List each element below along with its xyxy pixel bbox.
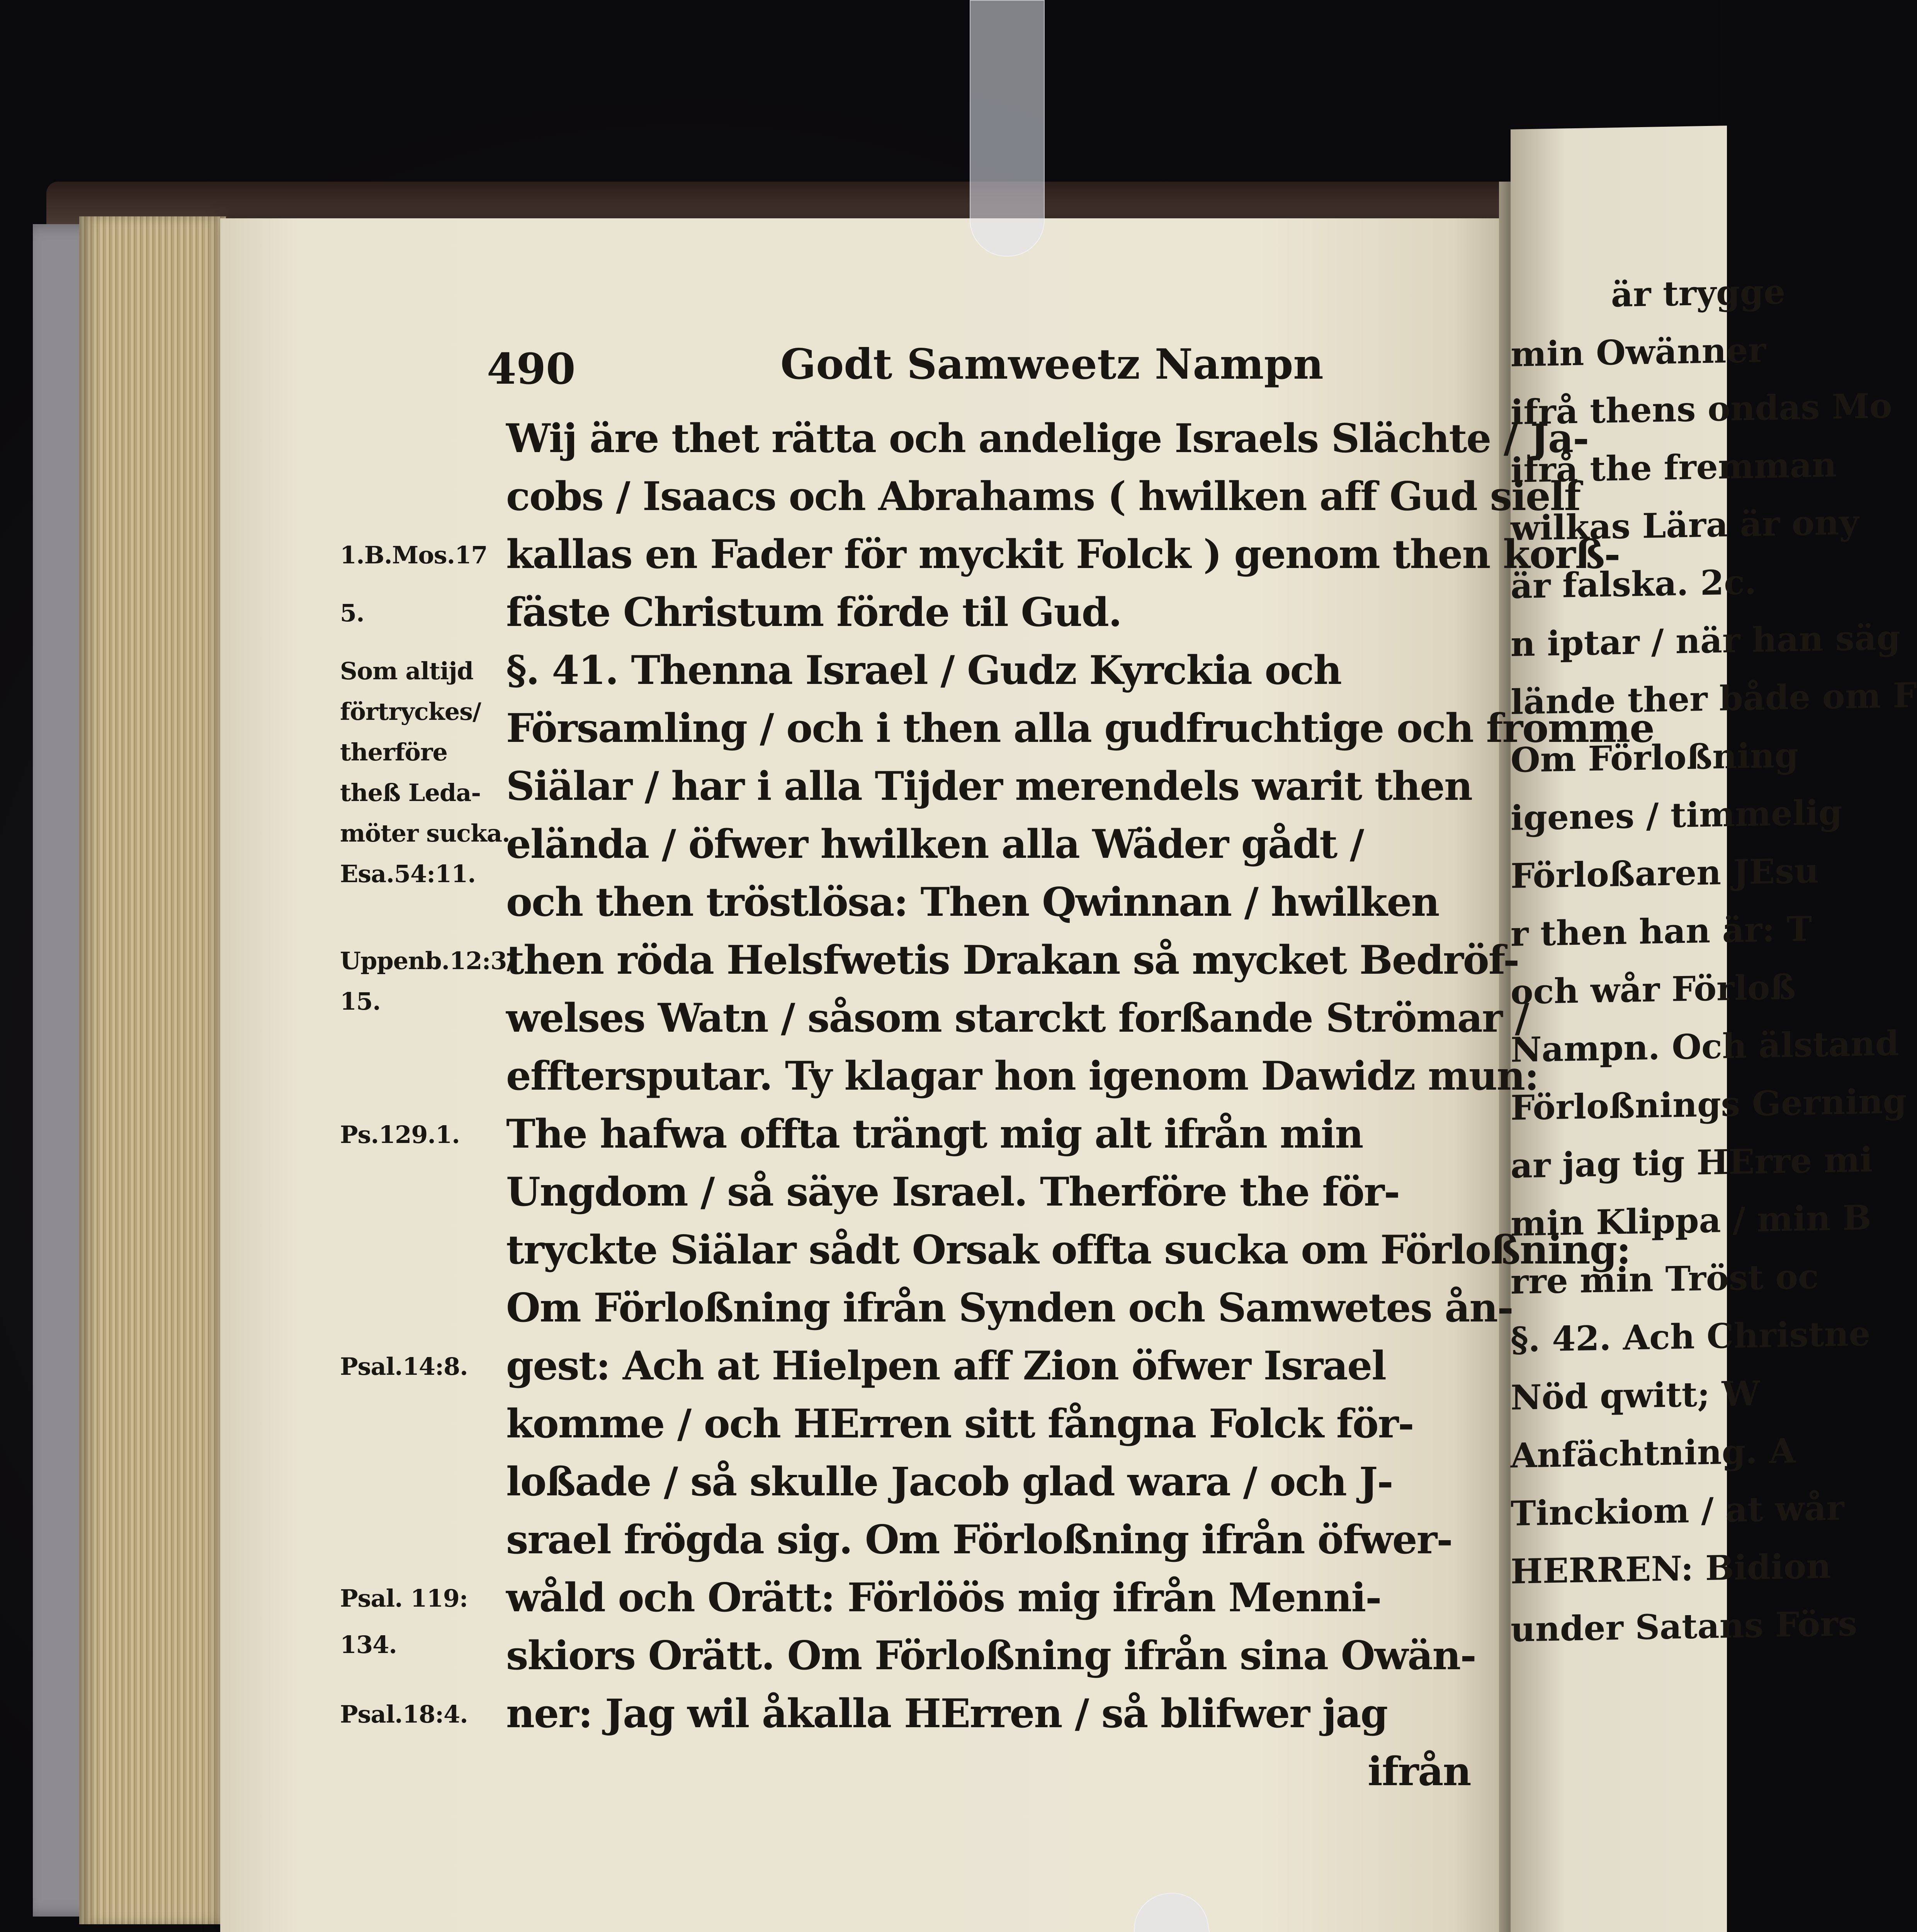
margin-note: Psal. 119:: [340, 1584, 468, 1612]
facing-text-line: ar jag tig HErre mi: [1511, 1139, 1873, 1186]
text-line: och then tröstlösa: Then Qwinnan / hwilken: [506, 879, 1439, 925]
facing-text-line: under Satans Förs: [1511, 1603, 1858, 1650]
facing-text-line: min Klippa / min B: [1511, 1197, 1871, 1244]
facing-text-line: igenes / timmelig: [1511, 792, 1842, 838]
text-line: efftersputar. Ty klagar hon igenom Dawidz mun:: [506, 1053, 1538, 1099]
margin-note: Ps.129.1.: [340, 1121, 460, 1149]
margin-note: Uppenb.12:3/: [340, 947, 515, 975]
facing-text-line: r then han är: T: [1511, 908, 1812, 954]
text-line: skiors Orätt. Om Förloßning ifrån sina Owän-: [506, 1633, 1476, 1679]
text-line: loßade / så skulle Jacob glad wara / och J-: [506, 1459, 1393, 1505]
facing-text-line: Om Förloßning: [1511, 735, 1799, 780]
text-line: kallas en Fader för myckit Folck ) genom then korß-: [506, 531, 1620, 578]
facing-text-line: och wår Förloß: [1511, 966, 1796, 1012]
facing-text-line: Nöd qwitt; W: [1511, 1373, 1760, 1418]
facing-text-line: Tinckiom / at wår: [1511, 1487, 1844, 1534]
margin-note: Psal.14:8.: [340, 1352, 468, 1381]
text-line: Wij äre thet rätta och andelige Israels Slächte / Ja-: [506, 415, 1589, 462]
text-line: gest: Ach at Hielpen aff Zion öfwer Israel: [506, 1343, 1386, 1389]
text-line: The hafwa offta trängt mig alt ifrån min: [506, 1111, 1363, 1157]
margin-note: möter sucka.: [340, 819, 510, 847]
text-line: then röda Helsfwetis Drakan så mycket Bedröf-: [506, 937, 1519, 983]
margin-note: förtryckes/: [340, 697, 481, 726]
margin-note: Som altijd: [340, 657, 474, 685]
facing-text-line: Förloßnings Gerning: [1511, 1080, 1907, 1128]
text-line: Ungdom / så säye Israel. Therföre the för-: [506, 1169, 1400, 1215]
facing-text-line: wilkas Lära är ony: [1511, 502, 1859, 548]
text-line: elända / öfwer hwilken alla Wäder gådt /: [506, 821, 1364, 867]
text-line: ner: Jag wil åkalla HErren / så blifwer jag: [506, 1690, 1387, 1737]
facing-text-line: rre min Tröst oc: [1511, 1256, 1819, 1302]
text-line: cobs / Isaacs och Abrahams ( hwilken aff Gud sielf: [506, 473, 1581, 520]
margin-note: 15.: [340, 987, 381, 1015]
facing-text-line: är falska. 2c.: [1511, 561, 1757, 606]
facing-text-line: Förloßaren JEsu: [1511, 850, 1819, 896]
margin-note: 134.: [340, 1631, 397, 1659]
text-line: komme / och HErren sitt fångna Folck för-: [506, 1401, 1414, 1447]
text-line: tryckte Siälar sådt Orsak offta sucka om Förloßning:: [506, 1227, 1630, 1273]
margin-note: theß Leda-: [340, 779, 481, 807]
margin-note: therföre: [340, 738, 447, 766]
facing-text-line: ifrå the fremman: [1511, 444, 1837, 490]
running-title: Godt Samweetz Nampn: [780, 340, 1324, 389]
margin-note: Esa.54:11.: [340, 860, 476, 888]
text-line: §. 41. Thenna Israel / Gudz Kyrckia och: [506, 647, 1341, 694]
facing-text-line: min Owänner: [1511, 330, 1766, 374]
margin-note: 1.B.Mos.17: [340, 541, 488, 569]
facing-text-line: är trygge: [1611, 271, 1786, 315]
text-line: ifrån: [1368, 1748, 1471, 1795]
page-block-edge: [79, 216, 226, 1924]
book-cover-edge: [46, 182, 1553, 224]
facing-text-line: Anfächtning. A: [1511, 1430, 1796, 1476]
margin-note: Psal.18:4.: [340, 1700, 468, 1728]
facing-text-line: n iptar / när han säg: [1511, 617, 1900, 664]
facing-text-line: lände ther både om F: [1511, 675, 1917, 722]
facing-text-line: Nampn. Och älstand: [1511, 1023, 1899, 1070]
text-line: fäste Christum förde til Gud.: [506, 589, 1122, 636]
right-page: [1511, 126, 1917, 1932]
text-line: Om Förloßning ifrån Synden och Samwetes ån-: [506, 1285, 1513, 1331]
top-holding-strap: [970, 0, 1045, 257]
text-line: Församling / och i then alla gudfruchtige och fromme: [506, 705, 1654, 752]
facing-text-line: HERREN: Bidion: [1511, 1546, 1831, 1592]
facing-text-line: §. 42. Ach Christne: [1511, 1313, 1871, 1360]
text-line: welses Watn / såsom starckt forßande Strömar /: [506, 995, 1529, 1041]
facing-text-line: ifrå thens ondas Mo: [1511, 385, 1892, 432]
text-line: wåld och Orätt: Förlöös mig ifrån Menni-: [506, 1575, 1381, 1621]
text-line: srael frögda sig. Om Förloßning ifrån öfwer-: [506, 1517, 1452, 1563]
text-line: Siälar / har i alla Tijder merendels warit then: [506, 763, 1472, 810]
margin-note: 5.: [340, 599, 364, 627]
page-number: 490: [487, 344, 576, 394]
